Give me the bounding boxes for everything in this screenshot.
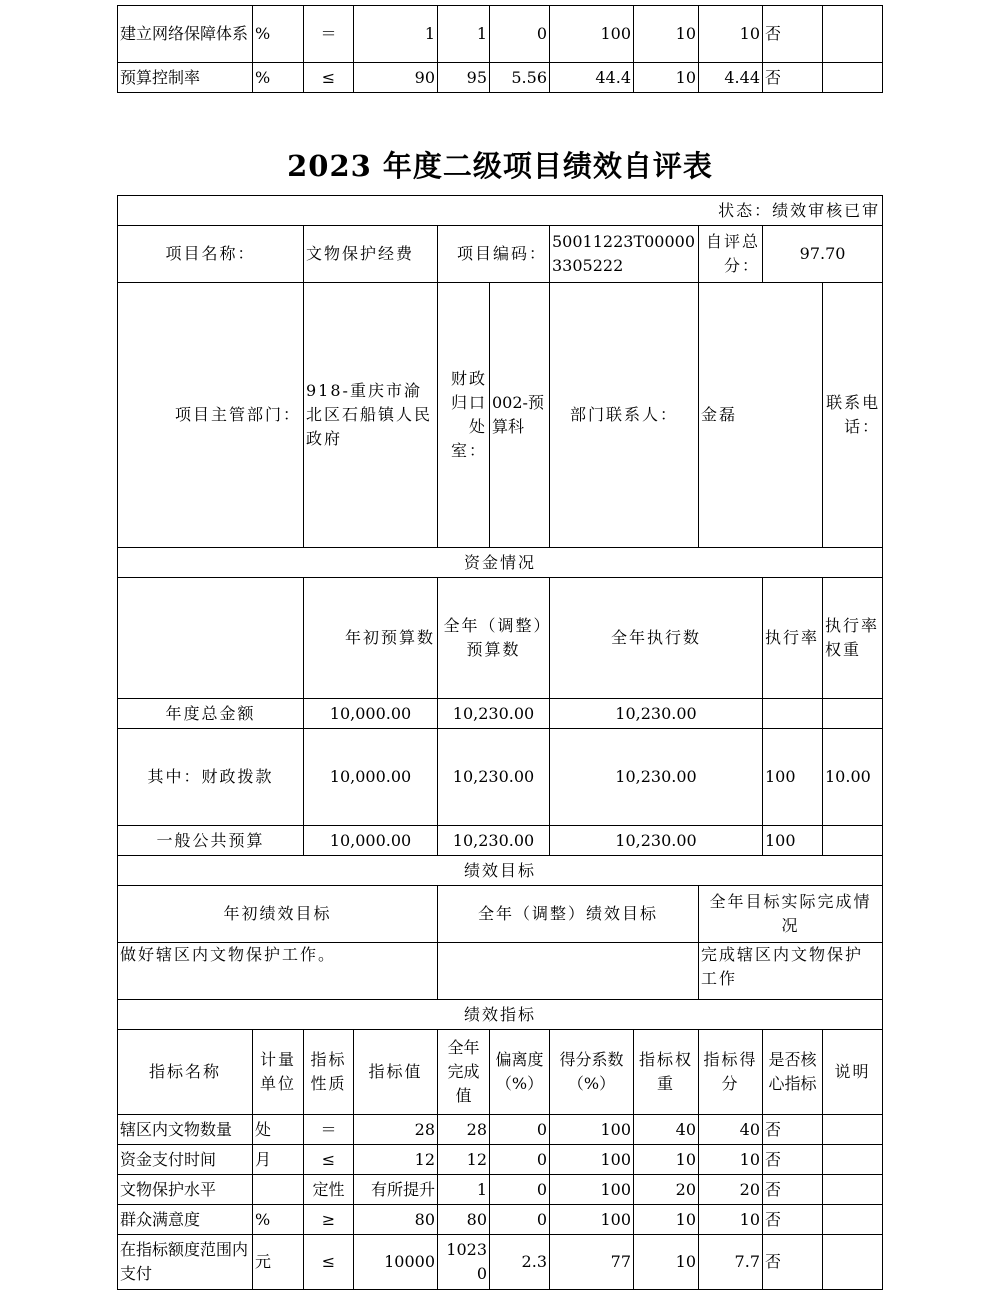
ind-header-target: 指标值 — [354, 1030, 438, 1115]
indicators-section-title: 绩效指标 — [118, 1000, 883, 1030]
indicator-type: ≤ — [304, 63, 354, 93]
funds-weight — [823, 826, 883, 856]
dept: 918-重庆市渝北区石船镇人民政府 — [304, 283, 438, 548]
indicator-name: 文物保护水平 — [118, 1175, 253, 1205]
indicator-type: ＝ — [304, 1115, 354, 1145]
indicator-name: 预算控制率 — [118, 63, 253, 93]
indicator-name: 在指标额度范围内支付 — [118, 1235, 253, 1290]
indicator-core: 否 — [763, 63, 823, 93]
indicator-coef: 100 — [550, 1145, 634, 1175]
contact-label: 部门联系人： — [550, 283, 699, 548]
ind-header-core: 是否核心指标 — [763, 1030, 823, 1115]
funds-rate: 100 — [763, 826, 823, 856]
table-row — [118, 1235, 883, 1290]
ind-header-actual: 全年完成值 — [438, 1030, 490, 1115]
indicator-actual: 95 — [438, 63, 490, 93]
indicator-unit — [253, 1175, 304, 1205]
section-header — [118, 548, 883, 578]
indicator-note — [823, 1205, 883, 1235]
goals-header-initial: 年初绩效目标 — [118, 886, 438, 943]
funds-rate: 100 — [763, 729, 823, 826]
indicator-score: 20 — [699, 1175, 763, 1205]
goals-header-actual: 全年目标实际完成情况 — [699, 886, 883, 943]
indicator-name: 辖区内文物数量 — [118, 1115, 253, 1145]
status-row — [118, 196, 883, 226]
indicator-unit: 处 — [253, 1115, 304, 1145]
funds-rate — [763, 699, 823, 729]
indicator-type: ≤ — [304, 1145, 354, 1175]
indicator-coef: 100 — [550, 1115, 634, 1145]
indicator-core: 否 — [763, 6, 823, 63]
indicator-note — [823, 1145, 883, 1175]
indicator-type: ≥ — [304, 1205, 354, 1235]
ind-header-name: 指标名称 — [118, 1030, 253, 1115]
evaluation-table — [117, 195, 883, 1290]
table-row — [118, 729, 883, 826]
indicator-score: 10 — [699, 1145, 763, 1175]
funds-initial: 10,000.00 — [304, 699, 438, 729]
indicator-deviation: 0 — [490, 1175, 550, 1205]
indicator-note — [823, 63, 883, 93]
funds-initial: 10,000.00 — [304, 729, 438, 826]
indicator-name: 建立网络保障体系 — [118, 6, 253, 63]
goals-section-title: 绩效目标 — [118, 856, 883, 886]
self-score: 97.70 — [763, 226, 883, 283]
goals-content-row — [118, 943, 883, 1000]
funds-weight — [823, 699, 883, 729]
office: 002-预算科 — [490, 283, 550, 548]
indicator-coef: 77 — [550, 1235, 634, 1290]
funds-header-executed: 全年执行数 — [550, 578, 763, 699]
goals-actual: 完成辖区内文物保护工作 — [699, 943, 883, 1000]
contact: 金磊 — [699, 283, 823, 548]
indicators-header-row — [118, 1030, 883, 1115]
indicator-weight: 20 — [634, 1175, 699, 1205]
indicator-core: 否 — [763, 1205, 823, 1235]
project-code-label: 项目编码： — [438, 226, 550, 283]
indicator-type: 定性 — [304, 1175, 354, 1205]
indicator-weight: 10 — [634, 1235, 699, 1290]
table-row — [118, 63, 883, 93]
table-row — [118, 1115, 883, 1145]
funds-row-label: 其中：财政拨款 — [118, 729, 304, 826]
indicator-unit: 元 — [253, 1235, 304, 1290]
indicator-type: ＝ — [304, 6, 354, 63]
indicator-actual: 1 — [438, 6, 490, 63]
indicator-actual: 28 — [438, 1115, 490, 1145]
indicator-score: 10 — [699, 1205, 763, 1235]
indicator-target: 90 — [354, 63, 438, 93]
indicator-coef: 100 — [550, 6, 634, 63]
funds-header-initial: 年初预算数 — [304, 578, 438, 699]
indicator-name: 资金支付时间 — [118, 1145, 253, 1175]
indicator-name: 群众满意度 — [118, 1205, 253, 1235]
table-row — [118, 1145, 883, 1175]
indicator-core: 否 — [763, 1145, 823, 1175]
ind-header-weight: 指标权重 — [634, 1030, 699, 1115]
ind-header-deviation: 偏离度（%） — [490, 1030, 550, 1115]
indicator-note — [823, 1115, 883, 1145]
indicator-actual: 80 — [438, 1205, 490, 1235]
indicator-coef: 44.4 — [550, 63, 634, 93]
table-row — [118, 1175, 883, 1205]
indicator-score: 4.44 — [699, 63, 763, 93]
indicator-score: 10 — [699, 6, 763, 63]
phone-label: 联系电话： — [823, 283, 883, 548]
office-label: 财政归口处室： — [438, 283, 490, 548]
indicator-type: ≤ — [304, 1235, 354, 1290]
table-row — [118, 699, 883, 729]
indicator-deviation: 0 — [490, 1115, 550, 1145]
indicator-core: 否 — [763, 1235, 823, 1290]
funds-adjusted: 10,230.00 — [438, 699, 550, 729]
indicator-deviation: 0 — [490, 1145, 550, 1175]
indicator-score: 7.7 — [699, 1235, 763, 1290]
indicator-actual: 10230 — [438, 1235, 490, 1290]
project-code: 50011223T000003305222 — [550, 226, 699, 283]
ind-header-note: 说明 — [823, 1030, 883, 1115]
goals-initial: 做好辖区内文物保护工作。 — [118, 943, 438, 1000]
status-text: 状态：绩效审核已审 — [118, 196, 883, 226]
indicator-coef: 100 — [550, 1205, 634, 1235]
funds-initial: 10,000.00 — [304, 826, 438, 856]
funds-adjusted: 10,230.00 — [438, 826, 550, 856]
goals-adjusted — [438, 943, 699, 1000]
indicator-actual: 12 — [438, 1145, 490, 1175]
funds-header-rate: 执行率 — [763, 578, 823, 699]
funds-executed: 10,230.00 — [550, 729, 763, 826]
indicator-weight: 10 — [634, 1145, 699, 1175]
indicator-target: 12 — [354, 1145, 438, 1175]
indicator-deviation: 0 — [490, 1205, 550, 1235]
funds-section-title: 资金情况 — [118, 548, 883, 578]
goals-header-row — [118, 886, 883, 943]
indicator-unit: % — [253, 1205, 304, 1235]
table-row — [118, 1205, 883, 1235]
indicator-target: 有所提升 — [354, 1175, 438, 1205]
project-name: 文物保护经费 — [304, 226, 438, 283]
indicator-weight: 10 — [634, 6, 699, 63]
indicator-weight: 10 — [634, 63, 699, 93]
indicator-score: 40 — [699, 1115, 763, 1145]
indicator-note — [823, 1235, 883, 1290]
funds-row-label: 年度总金额 — [118, 699, 304, 729]
funds-header-row — [118, 578, 883, 699]
indicator-weight: 10 — [634, 1205, 699, 1235]
indicator-note — [823, 6, 883, 63]
info-row — [118, 226, 883, 283]
indicator-weight: 40 — [634, 1115, 699, 1145]
indicator-target: 1 — [354, 6, 438, 63]
indicator-deviation: 0 — [490, 6, 550, 63]
indicator-core: 否 — [763, 1115, 823, 1145]
indicator-unit: % — [253, 63, 304, 93]
indicator-target: 10000 — [354, 1235, 438, 1290]
funds-weight: 10.00 — [823, 729, 883, 826]
page-title: 2023 年度二级项目绩效自评表 — [287, 149, 713, 183]
indicator-unit: 月 — [253, 1145, 304, 1175]
funds-header-blank — [118, 578, 304, 699]
dept-label: 项目主管部门： — [118, 283, 304, 548]
indicator-target: 28 — [354, 1115, 438, 1145]
funds-executed: 10,230.00 — [550, 826, 763, 856]
indicator-actual: 1 — [438, 1175, 490, 1205]
indicator-core: 否 — [763, 1175, 823, 1205]
indicator-target: 80 — [354, 1205, 438, 1235]
section-header — [118, 1000, 883, 1030]
funds-executed: 10,230.00 — [550, 699, 763, 729]
table-row — [118, 6, 883, 63]
self-score-label: 自评总分： — [699, 226, 763, 283]
previous-indicator-table — [117, 5, 883, 93]
table-row — [118, 826, 883, 856]
project-name-label: 项目名称： — [118, 226, 304, 283]
indicator-note — [823, 1175, 883, 1205]
indicator-deviation: 5.56 — [490, 63, 550, 93]
indicator-deviation: 2.3 — [490, 1235, 550, 1290]
indicator-unit: % — [253, 6, 304, 63]
ind-header-type: 指标性质 — [304, 1030, 354, 1115]
indicator-coef: 100 — [550, 1175, 634, 1205]
ind-header-unit: 计量单位 — [253, 1030, 304, 1115]
funds-row-label: 一般公共预算 — [118, 826, 304, 856]
section-header — [118, 856, 883, 886]
funds-header-weight: 执行率权重 — [823, 578, 883, 699]
ind-header-coef: 得分系数（%） — [550, 1030, 634, 1115]
funds-adjusted: 10,230.00 — [438, 729, 550, 826]
info-row — [118, 283, 883, 548]
goals-header-adjusted: 全年（调整）绩效目标 — [438, 886, 699, 943]
funds-header-adjusted: 全年（调整）预算数 — [438, 578, 550, 699]
ind-header-score: 指标得分 — [699, 1030, 763, 1115]
